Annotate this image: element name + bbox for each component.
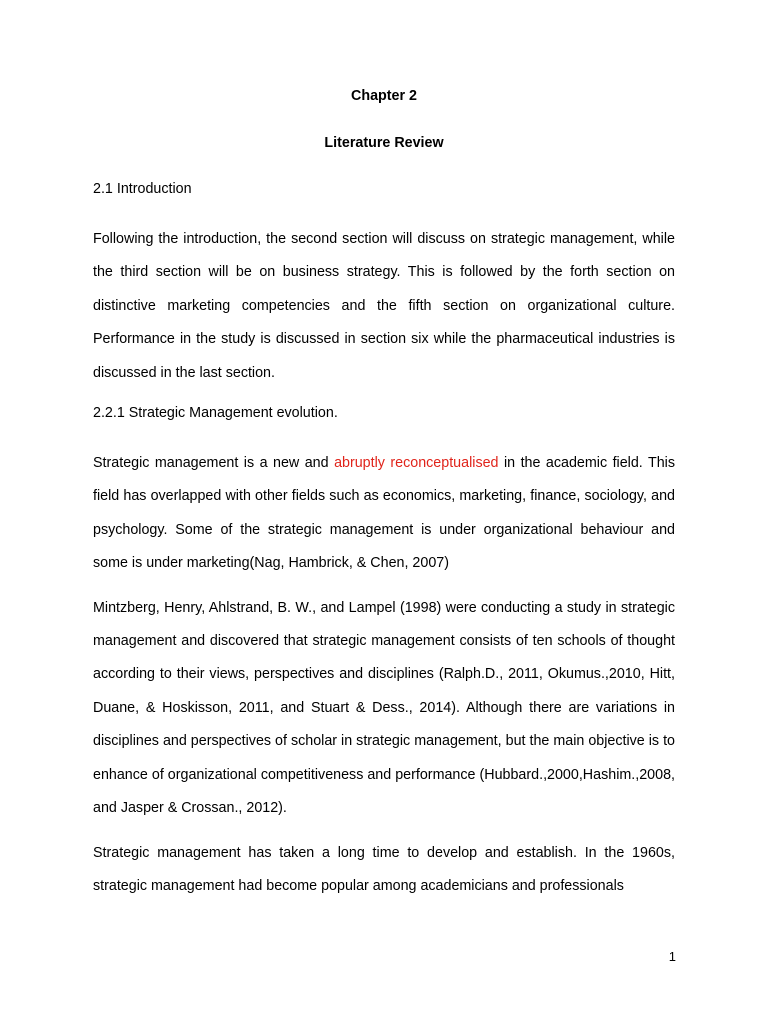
paragraph-evolution-3: Strategic management has taken a long time to develop and establish. In the 1960s, strategic management had become popular among academicians and professionals — [93, 844, 675, 894]
section-heading-introduction: 2.1 Introduction — [93, 181, 192, 197]
paragraph-evolution-1 — [93, 447, 675, 581]
paragraph-introduction: Following the introduction, the second section will discuss on strategic management, while the third section will be on business strategy. This is followed by the forth section on distinctive marketing competencies and the fifth section on organizational culture. Performance in the study is discussed in section six while the pharmaceutical industries is discussed in the last section. — [93, 231, 675, 381]
highlighted-phrase: abruptly reconceptualised — [334, 455, 499, 472]
paragraph-evolution-1-end: in the academic field. This field has overlapped with other fields such as economics, marketing, finance, sociology, and psychology. Some of the strategic management is under organizational behaviour and some is under marketing(Nag, Hambrick, & Chen, 2007) — [93, 455, 675, 572]
page-content — [93, 84, 675, 903]
chapter-subtitle: Literature Review — [324, 135, 444, 151]
section-heading-evolution: 2.2.1 Strategic Management evolution. — [93, 405, 338, 422]
paragraph-evolution-1-start: Strategic management is a new and — [93, 455, 335, 472]
chapter-title: Chapter 2 — [351, 88, 417, 104]
page-number: 1 — [668, 949, 676, 964]
paragraph-evolution-2: Mintzberg, Henry, Ahlstrand, B. W., and Lampel (1998) were conducting a study in strategic management and discovered that strategic management consists of ten schools of thought according to their views, perspectives and disciplines (Ralph.D., 2011, Okumus.,2010, Hitt, Duane, & Hoskisson, 2011, and Stuart & Dess., 2014). Although there are variations in disciplines and perspectives of scholar in strategic management, but the main objective is to enhance of organizational competitiveness and performance (Hubbard.,2000,Hashim.,2008, and Jasper & Crossan., 2012). — [93, 599, 675, 817]
